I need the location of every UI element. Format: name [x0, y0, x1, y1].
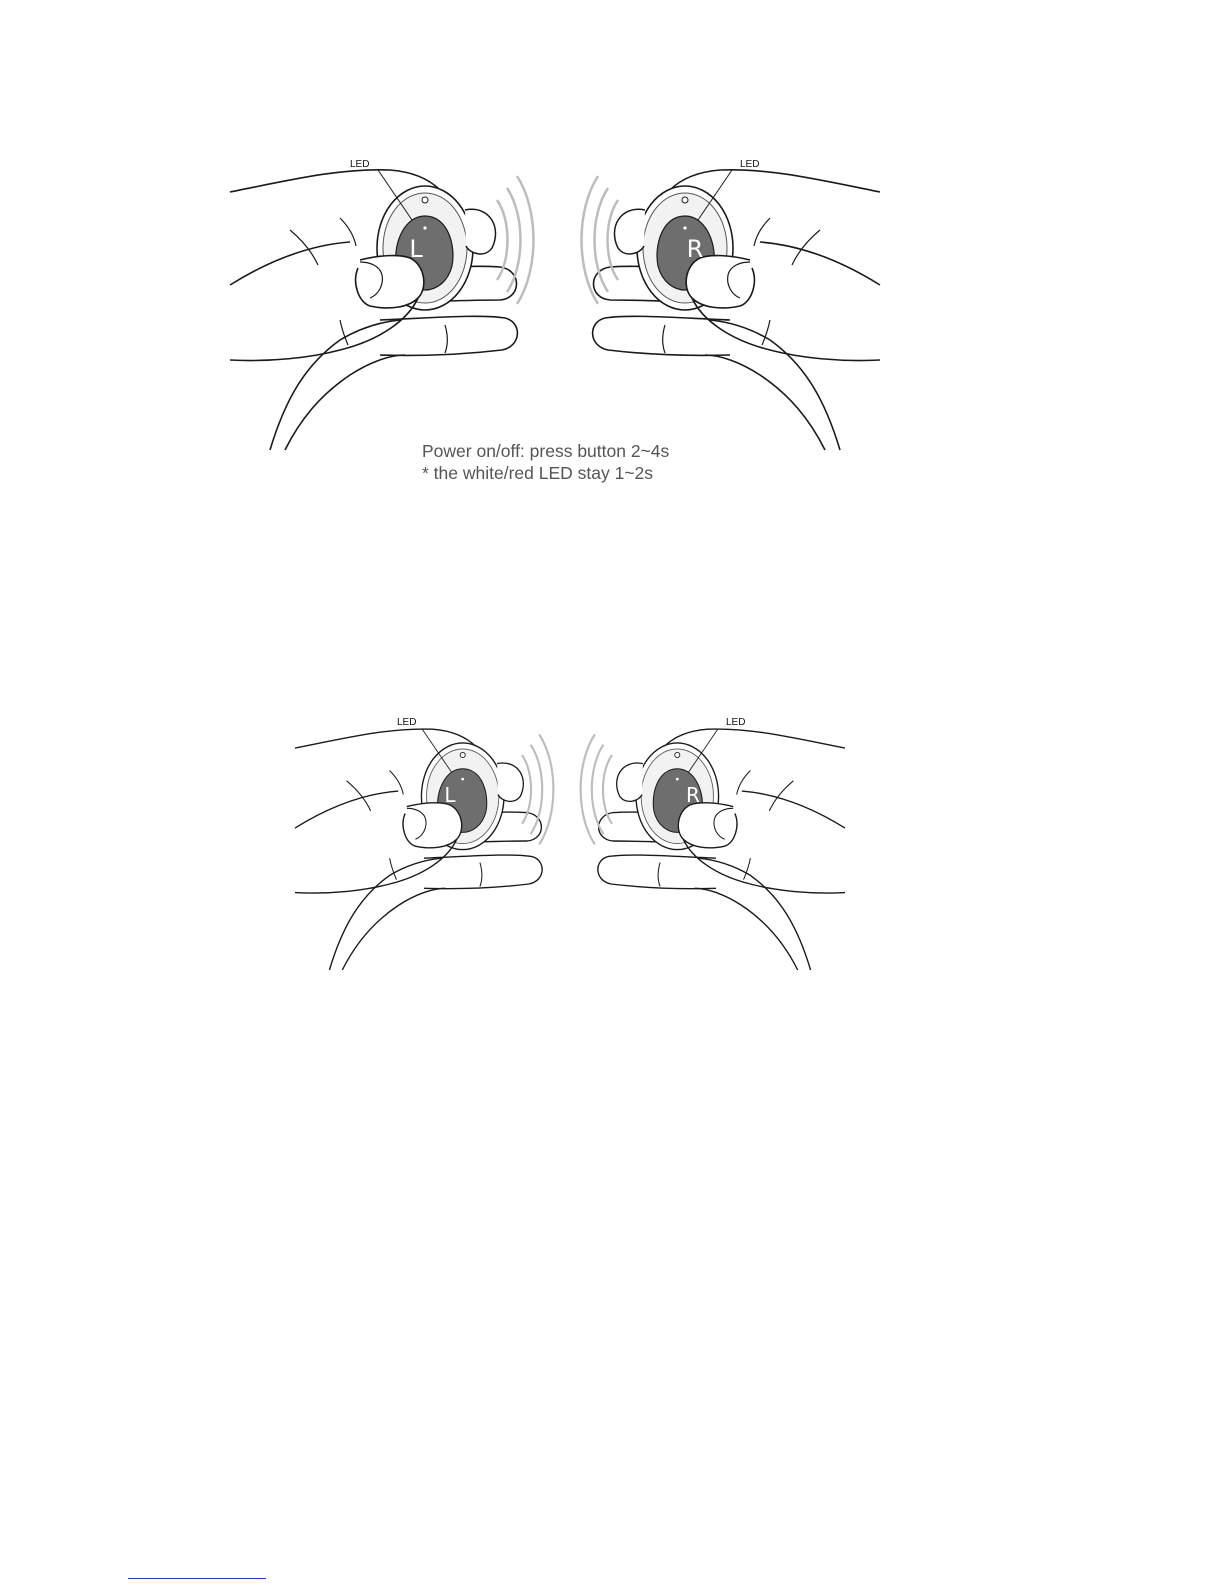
left-bud-letter: L [444, 783, 456, 807]
figure-bottom [295, 717, 845, 970]
led-label-left: LED [350, 159, 370, 170]
left-bud-letter: L [409, 235, 423, 263]
right-bud-letter: R [686, 235, 704, 263]
power-instruction-line: Power on/off: press button 2~4s [422, 441, 670, 461]
right-sound-waves [582, 176, 619, 304]
figure-top [230, 159, 880, 450]
led-label-right: LED [740, 159, 760, 170]
right-bud-letter: R [686, 783, 700, 807]
right-sound-waves [581, 734, 612, 844]
led-note-line: * the white/red LED stay 1~2s [422, 463, 654, 483]
right-hand-earbud [598, 729, 845, 970]
right-hand-earbud [593, 170, 880, 450]
left-sound-waves [497, 176, 534, 304]
left-hand-earbud [230, 170, 517, 450]
footnote-rule [128, 1578, 266, 1579]
left-sound-waves [522, 734, 553, 844]
left-hand-earbud [295, 729, 542, 970]
power-instructions [422, 440, 669, 484]
led-label-right: LED [726, 717, 746, 728]
led-label-left: LED [397, 717, 417, 728]
